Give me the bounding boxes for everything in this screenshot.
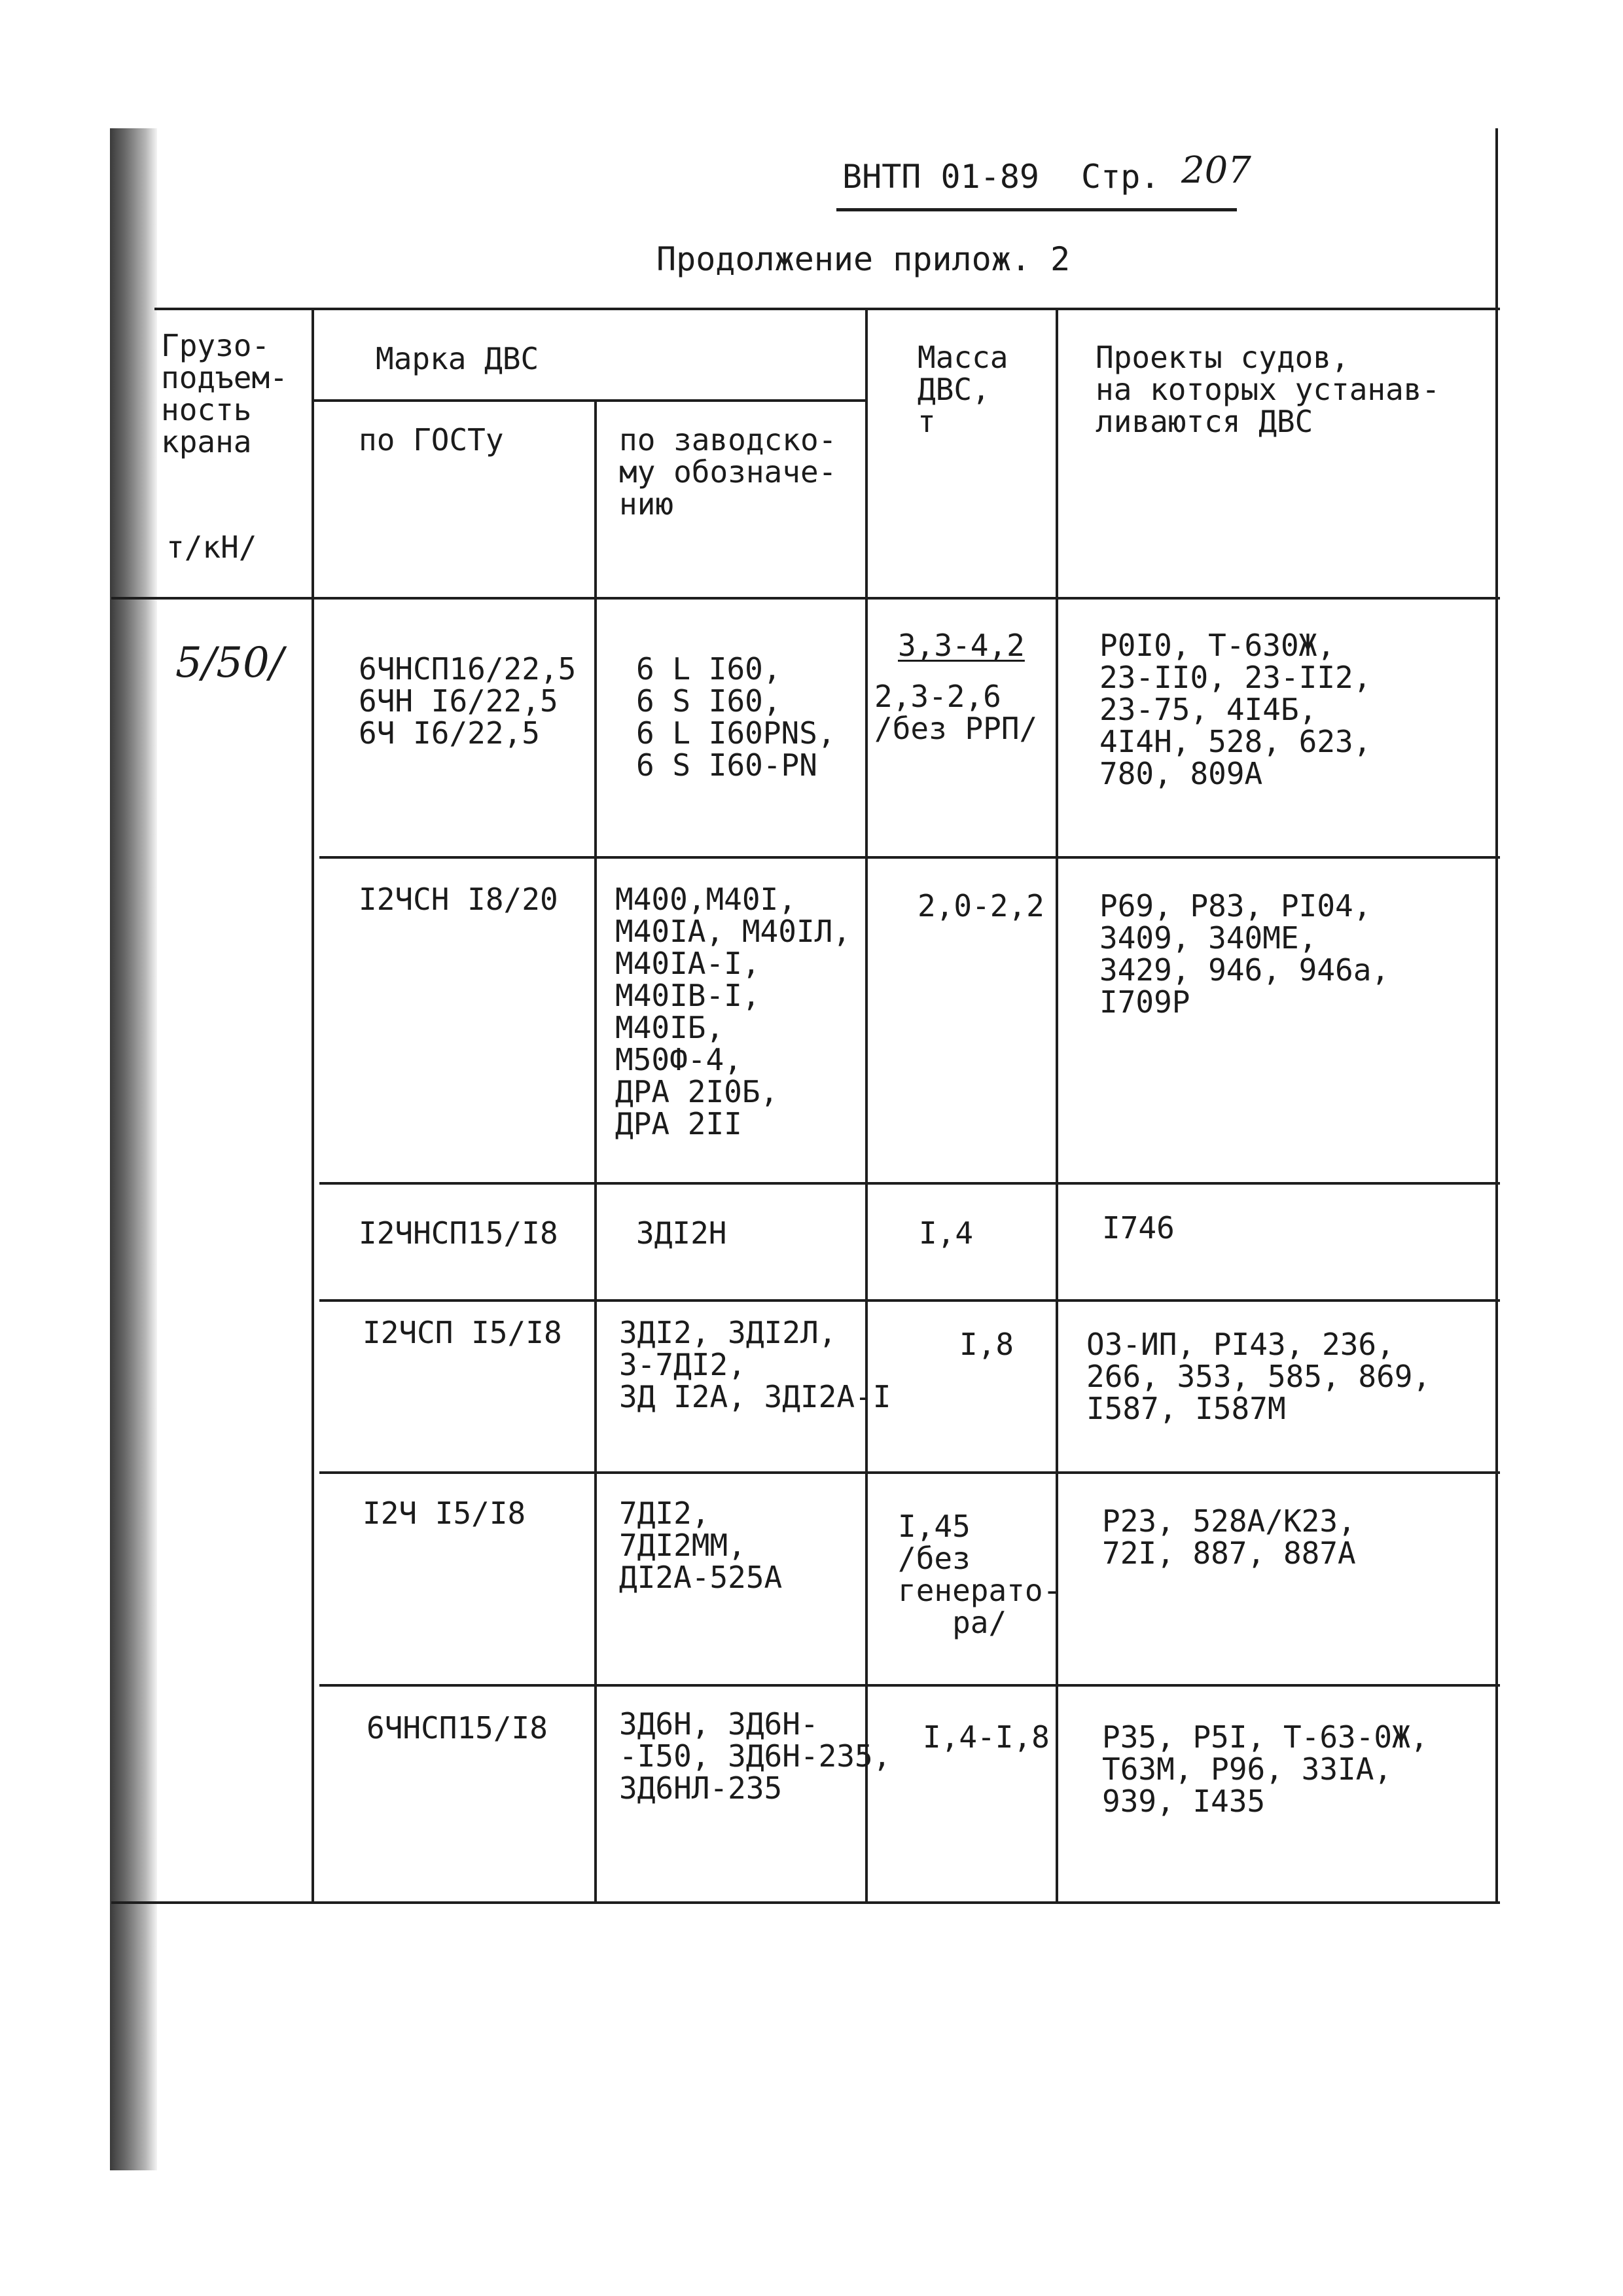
table-right-border xyxy=(1495,128,1498,1903)
row-2-gost: I2ЧСН I8/20 xyxy=(359,882,558,917)
row-1-factory: 6 L I60, 6 S I60, 6 L I60PNS, 6 S I60-PN xyxy=(636,651,836,783)
row-1-mass-main: 3,3-4,2 xyxy=(898,628,1025,663)
row-6-gost: 6ЧНСП15/I8 xyxy=(366,1710,548,1746)
document-code: ВНТП 01-89 xyxy=(842,158,1040,196)
header-capacity: Грузо- подъем- ность крана xyxy=(161,328,288,459)
row-divider-2 xyxy=(319,1182,1500,1185)
row-4-projects: О3-ИП, PI43, 236, 266, 353, 585, 869, I587, I587М xyxy=(1086,1327,1431,1426)
header-projects: Проекты судов, на которых устанав- ливаются ДВС xyxy=(1096,340,1440,439)
header-engine-brand: Марка ДВС xyxy=(376,341,539,376)
header-underline xyxy=(836,208,1237,211)
table-bottom-border xyxy=(111,1901,1500,1904)
row-5-factory: 7ДI2, 7ДI2ММ, ДI2А-525А xyxy=(619,1496,783,1595)
row-5-gost: I2Ч I5/I8 xyxy=(363,1496,526,1531)
binding-shadow xyxy=(110,128,157,2170)
page-label: Стр. xyxy=(1081,158,1160,196)
row-2-factory: М400,М40I, М40IА, М40IЛ, М40IА-I, М40IВ-I, М40IБ, М50Ф-4, ДРА 2I0Б, ДРА 2II xyxy=(615,882,851,1141)
row-3-gost: I2ЧНСП15/I8 xyxy=(359,1215,558,1251)
row-1-projects: P0I0, Т-630Ж, 23-II0, 23-II2, 23-75, 4I4Б, 4I4Н, 528, 623, 780, 809А xyxy=(1099,628,1372,791)
header-by-factory: по заводско- му обозначе- нию xyxy=(619,422,837,522)
row-4-gost: I2ЧСП I5/I8 xyxy=(363,1315,562,1350)
header-by-gost: по ГОСТу xyxy=(359,422,504,457)
document-subtitle: Продолжение прилож. 2 xyxy=(656,240,1071,278)
row-divider-4 xyxy=(319,1471,1500,1474)
row-3-projects: I746 xyxy=(1102,1210,1175,1246)
row-1-mass-extra: 2,3-2,6 /без РРП/ xyxy=(874,679,1038,746)
row-6-projects: P35, P5I, Т-63-0Ж, Т63М, P96, 33IА, 939, I435 xyxy=(1102,1719,1429,1819)
row-4-factory: 3ДI2, 3ДI2Л, 3-7ДI2, 3Д I2А, 3ДI2А-I xyxy=(619,1315,891,1414)
row-divider-1 xyxy=(319,856,1500,859)
header-capacity-unit: т/кН/ xyxy=(166,529,257,565)
row-5-mass: I,45 /без генерато- ра/ xyxy=(898,1509,1061,1640)
page-number: 207 xyxy=(1181,149,1251,192)
row-3-mass: I,4 xyxy=(919,1215,974,1251)
mass-column-divider xyxy=(1056,308,1058,1903)
gost-column-divider xyxy=(594,399,597,1903)
row-3-factory: 3ДI2Н xyxy=(636,1215,727,1251)
capacity-column-divider xyxy=(312,308,314,1903)
row-divider-5 xyxy=(319,1684,1500,1687)
factory-column-divider xyxy=(865,308,868,1903)
row-6-mass: I,4-I,8 xyxy=(923,1719,1050,1755)
row-2-mass: 2,0-2,2 xyxy=(918,888,1044,924)
row-2-projects: P69, P83, PI04, 3409, 340МЕ, 3429, 946, 946а, I709P xyxy=(1099,888,1390,1020)
row-5-projects: P23, 528А/К23, 72I, 887, 887А xyxy=(1102,1503,1356,1571)
table-top-border xyxy=(154,308,1500,310)
header-mass: Масса ДВС, т xyxy=(918,340,1008,439)
row-4-mass: I,8 xyxy=(959,1327,1014,1362)
capacity-value: 5/50/ xyxy=(175,639,284,687)
row-6-factory: 3Д6Н, 3Д6Н- -I50, 3Д6Н-235, 3Д6НЛ-235 xyxy=(619,1706,891,1806)
brand-header-divider xyxy=(313,399,866,402)
header-bottom-border xyxy=(111,597,1500,600)
row-divider-3 xyxy=(319,1299,1500,1302)
row-1-gost: 6ЧНСП16/22,5 6ЧН I6/22,5 6Ч I6/22,5 xyxy=(359,651,577,751)
